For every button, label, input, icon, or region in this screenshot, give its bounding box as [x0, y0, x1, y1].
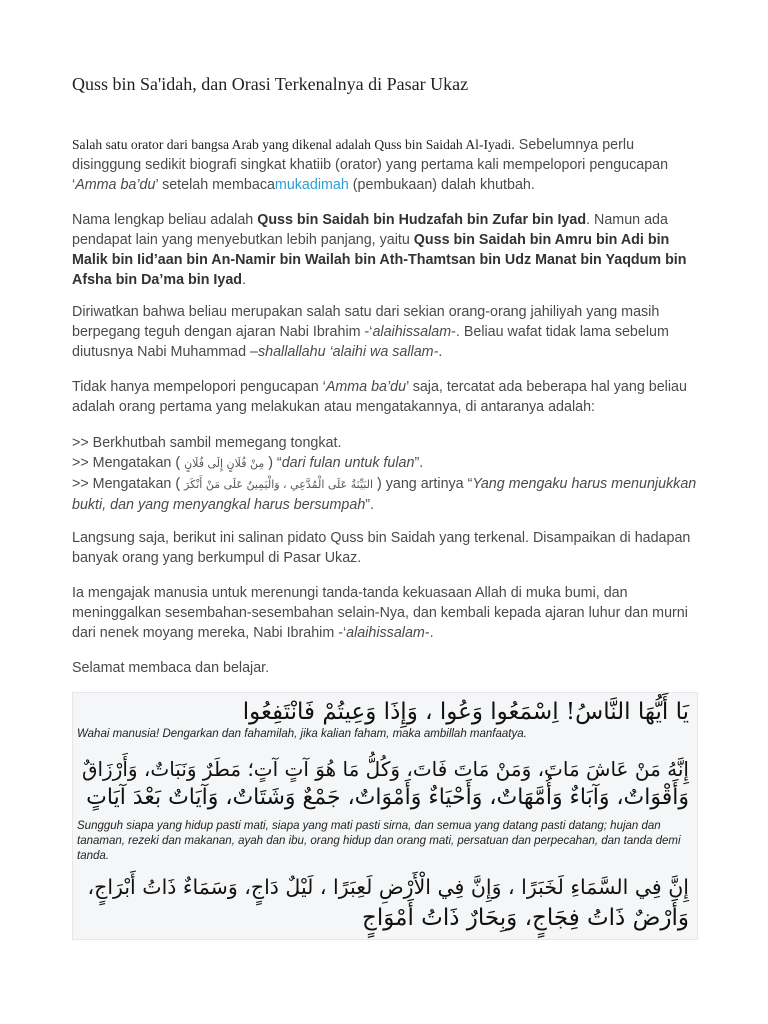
message-text-b: -. — [424, 625, 434, 641]
list-item-prefix: >> Mengatakan ( — [72, 476, 181, 492]
history-text-a: Diriwatkan bahwa beliau merupakan salah satu dari sekian orang-orang jahiliyah yang masih berpegang teguh dengan ajaran Nabi Ibrahim -‘ — [72, 304, 660, 340]
history-text-c: . — [438, 344, 443, 360]
message-text-a: Ia mengajak manusia untuk merenungi tanda-tanda kekuasaan Allah di muka bumi, dan meninggalkan sesembahan-sesembahan selain-Nya, dan kembali kepada ajaran luhur dan murni dari nenek moyang mereka, Nabi Ibrahim -‘ — [72, 585, 688, 641]
list-item: >> Berkhutbah sambil memegang tongkat. — [72, 435, 342, 451]
intro-text-3: (pembukaan) dalah khutbah. — [348, 177, 535, 193]
paragraph-fullname — [72, 210, 698, 290]
arabic-phrase: البَيِّنَةُ عَلَى الْمُدَّعِي ، وَالْيَمِينُ عَلَى مَنْ أَنْكَرَ — [184, 478, 374, 491]
list-item-translation: dari fulan untuk fulan — [281, 455, 415, 471]
fullname-text-a: Nama lengkap beliau adalah — [72, 212, 258, 228]
amma-badu-term-2: Amma ba’du — [325, 379, 407, 395]
arabic-line: وَأَقْوَاتٌ، وَآبَاءٌ وَأُمَّهَاتٌ، وَأَحْيَاءٌ وَأَمْوَاتٌ، جَمْعٌ وَشَتَاتٌ، وَآيَاتٌ بَعْدَ آيَاتٍ — [86, 785, 689, 810]
translation-line: Sungguh siapa yang hidup pasti mati, siapa yang mati pasti sirna, dan semua yang datang pasti datang; hujan dan tanaman, rezeki dan makanan, ayah dan ibu, orang hidup dan orang mati, persatuan dan perpecahan, dan tanda demi tanda. — [77, 820, 681, 862]
firsts-text-a: Tidak hanya mempelopori pengucapan ‘ — [72, 379, 326, 395]
intro-lead: Salah satu orator dari bangsa Arab yang dikenal adalah Quss bin Saidah Al-Iyadi. — [72, 137, 515, 152]
list-item-prefix: >> Mengatakan ( — [72, 455, 181, 471]
paragraph-message — [72, 583, 698, 643]
list-item-translation: Yang mengaku harus menunjukkan bukti, dan yang menyangkal harus bersumpah — [72, 476, 697, 513]
alaihissalam-term-2: alaihissalam — [346, 625, 425, 641]
amma-badu-term: Amma ba’du — [75, 177, 156, 193]
mukadimah-link[interactable]: mukadimah — [274, 177, 349, 193]
list-item — [72, 474, 698, 515]
paragraph-speech-intro: Langsung saja, berikut ini salinan pidato Quss bin Saidah yang terkenal. Disampaikan di hadapan banyak orang yang berkumpul di Pasar Ukaz. — [72, 530, 691, 566]
list-item-end: ”. — [365, 497, 375, 513]
article-title: Quss bin Sa'idah, dan Orasi Terkenalnya di Pasar Ukaz — [72, 74, 469, 94]
arabic-line: وَأَرْضٌ ذَاتُ فِجَاجٍ، وَبِحَارٌ ذَاتُ أَمْوَاجٍ — [362, 905, 689, 931]
intro-text-2: ’ setelah membaca — [155, 177, 275, 193]
paragraph-firsts — [72, 377, 698, 417]
speech-quote-box — [72, 692, 698, 940]
paragraph-intro — [72, 135, 698, 195]
paragraph-closing: Selamat membaca dan belajar. — [72, 660, 270, 676]
list-item-mid: ) “ — [268, 455, 282, 471]
shallallahu-term: shallallahu ‘alaihi wa sallam- — [257, 344, 439, 360]
history-text-b: -. Beliau wafat tidak lama sebelum diutusnya Nabi Muhammad – — [72, 324, 669, 360]
fullname-text-b: . Namun ada pendapat lain yang menyebutkan lebih panjang, yaitu — [72, 212, 668, 248]
arabic-line: إِنَّ فِي السَّمَاءِ لَخَبَرًا ، وَإِنَّ فِي الْأَرْضِ لَعِبَرًا ، لَيْلٌ دَاجٍ، وَسَمَاءٌ ذَاتُ أَبْرَاجٍ، — [87, 875, 689, 899]
fullname-text-c: . — [242, 272, 246, 288]
fullname-long: Quss bin Saidah bin Amru bin Adi bin Malik bin Iid’aan bin An-Namir bin Wailah bin Ath-Thamtsan bin Udz Manat bin Yaqdum bin Afsha bin Da’ma bin Iyad — [72, 232, 687, 288]
firsts-text-b: ’ saja, tercatat ada beberapa hal yang beliau adalah orang pertama yang melakukan atau mengatakannya, di antaranya adalah: — [72, 379, 687, 415]
translation-line: Wahai manusia! Dengarkan dan fahamilah, jika kalian faham, maka ambillah manfaatya. — [77, 728, 527, 740]
alaihissalam-term: alaihissalam — [372, 324, 452, 340]
list-item — [72, 453, 698, 474]
firsts-list — [72, 433, 698, 515]
arabic-line: إِنَّهُ مَنْ عَاشَ مَاتَ، وَمَنْ مَاتَ فَاتَ، وَكُلُّ مَا هُوَ آتٍ آتٍ؛ مَطَرٌ وَنَبَاتٌ، وَأَرْزَاقٌ — [81, 757, 689, 781]
list-item-mid: ) yang artinya “ — [377, 476, 473, 492]
intro-text: Sebelumnya perlu disinggung sedikit biografi singkat khatiib (orator) yang pertama kali mempelopori pengucapan ‘ — [72, 137, 669, 193]
arabic-line: يَا أَيُّهَا النَّاسُ! اِسْمَعُوا وَعُوا ، وَإِذَا وَعِيتُمْ فَانْتَفِعُوا — [242, 699, 689, 725]
paragraph-history — [72, 302, 698, 362]
fullname-short: Quss bin Saidah bin Hudzafah bin Zufar bin Iyad — [257, 212, 587, 228]
arabic-phrase: مِنْ فُلَانٍ إِلَى فُلَانٍ — [184, 457, 265, 470]
list-item-end: ”. — [414, 455, 424, 471]
